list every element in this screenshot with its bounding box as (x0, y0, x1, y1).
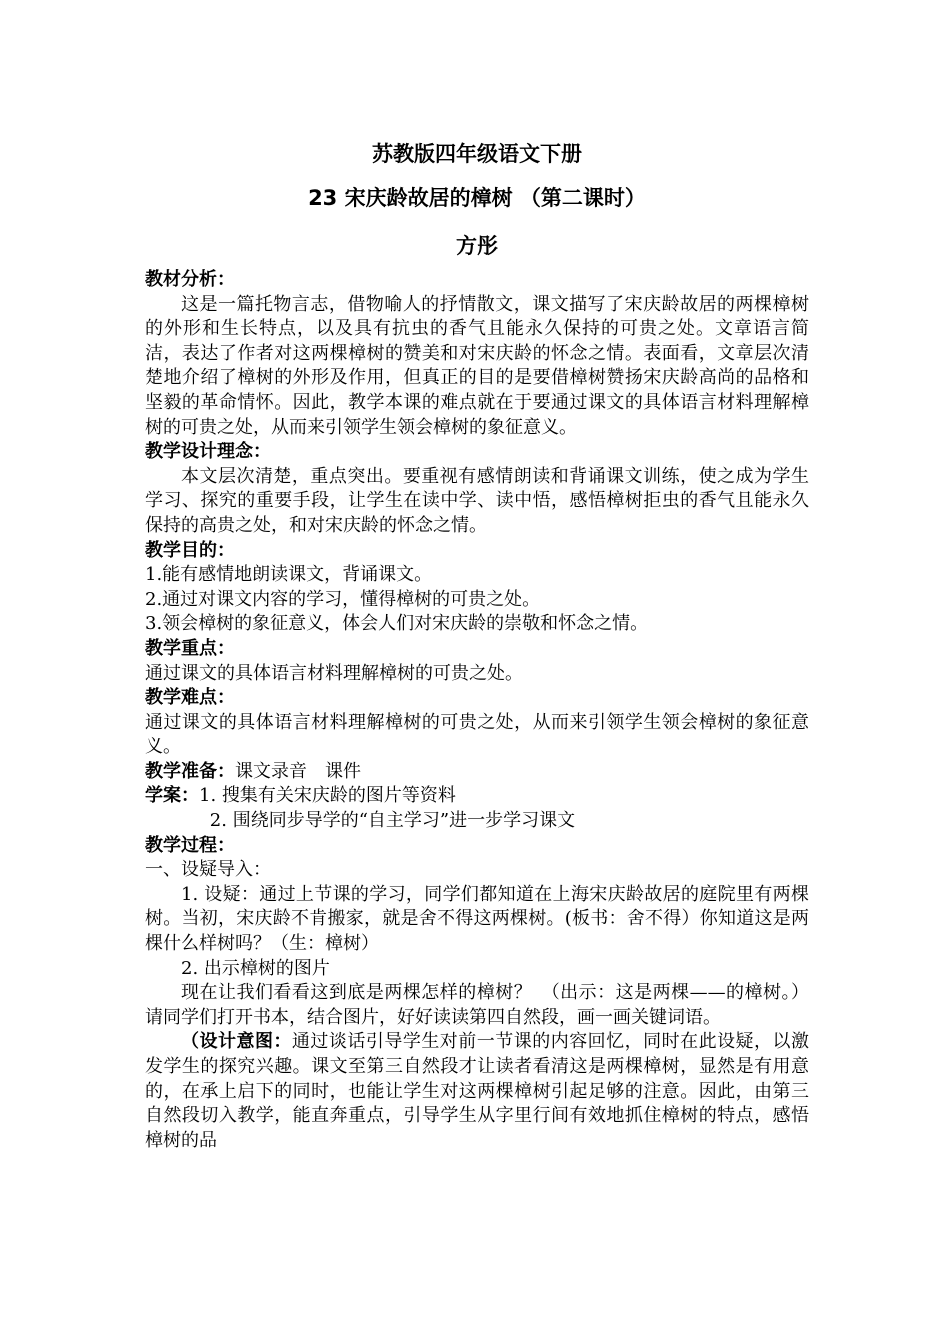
design-intent-paragraph (145, 1030, 809, 1153)
study-plan-item: 1. 搜集有关宋庆龄的图片等资料 (199, 785, 456, 807)
step-paragraph: 现在让我们看看这到底是两棵怎样的樟树？ （出示：这是两棵——的樟树。）请同学们打开书本，结合图片，好好读读第四自然段，画一画关键词语。 (145, 982, 809, 1028)
goal-item: 2.通过对课文内容的学习，懂得樟树的可贵之处。 (145, 588, 541, 610)
study-plan-item: 2. 围绕同步导学的“自主学习”进一步学习课文 (209, 810, 576, 832)
goal-item: 1.能有感情地朗读课文，背诵课文。 (145, 564, 433, 586)
heading-difficulties: 教学难点： (145, 687, 235, 709)
heading-preparation: 教学准备： (145, 760, 235, 782)
step-paragraph: 2. 出示樟树的图片 (181, 957, 330, 979)
document-page (145, 128, 809, 1153)
line-study-plan (145, 784, 809, 809)
paragraph-design-concept: 本文层次清楚，重点突出。要重视有感情朗读和背诵课文训练，使之成为学生学习、探究的重要手段，让学生在读中学、读中悟，感悟樟树拒虫的香气且能永久保持的高贵之处，和对宋庆龄的怀念之情。 (145, 465, 809, 536)
step-paragraph: 1. 设疑：通过上节课的学习，同学们都知道在上海宋庆龄故居的庭院里有两棵树。当初，宋庆龄不肯搬家，就是舍不得这两棵树。(板书：舍不得）你知道这是两棵什么样树吗？（生：樟树） (145, 883, 809, 955)
heading-key-points: 教学重点： (145, 637, 235, 659)
heading-teaching-goals: 教学目的： (145, 539, 235, 561)
paragraph-difficulties: 通过课文的具体语言材料理解樟树的可贵之处，从而来引领学生领会樟树的象征意义。 (145, 711, 809, 758)
doc-title-textbook: 苏教版四年级语文下册 (372, 142, 582, 166)
heading-teaching-process: 教学过程： (145, 834, 235, 856)
paragraph-material-analysis: 这是一篇托物言志，借物喻人的抒情散文，课文描写了宋庆龄故居的两棵樟树的外形和生长特点，以及具有抗虫的香气且能永久保持的可贵之处。文章语言简洁，表达了作者对这两棵樟树的赞美和对宋庆龄的怀念之情。表面看，文章层次清楚地介绍了樟树的外形及作用，但真正的目的是要借樟树赞扬宋庆龄高尚的品格和坚毅的革命情怀。因此，教学本课的难点就在于要通过课文的具体语言材料理解樟树的可贵之处，从而来引领学生领会樟树的象征意义。 (145, 293, 809, 438)
design-intent-label: （设计意图： (181, 1031, 292, 1053)
heading-study-plan: 学案： (145, 785, 199, 807)
goal-item: 3.领会樟树的象征意义，体会人们对宋庆龄的崇敬和怀念之情。 (145, 613, 649, 635)
paragraph-key-points: 通过课文的具体语言材料理解樟树的可贵之处。 (145, 662, 523, 684)
line-preparation (145, 760, 809, 785)
preparation-text: 课文录音 课件 (235, 760, 361, 782)
heading-design-concept: 教学设计理念： (145, 441, 271, 463)
step-heading: 一、设疑导入： (145, 859, 271, 881)
design-intent-text: 通过谈话引导学生对前一节课的内容回忆，同时在此设疑，以激发学生的探究兴趣。课文至第三自然段才让读者看清这是两棵樟树，显然是有用意的，在承上启下的同时，也能让学生对这两棵樟树引起足够的注意。因此，由第三自然段切入教学，能直奔重点，引导学生从字里行间有效地抓住樟树的特点，感悟樟树的品 (145, 1031, 810, 1151)
heading-material-analysis: 教材分析： (145, 269, 235, 290)
doc-title-author: 方彤 (456, 234, 498, 258)
doc-title-lesson: 23 宋庆龄故居的樟树 （第二课时） (308, 186, 646, 210)
